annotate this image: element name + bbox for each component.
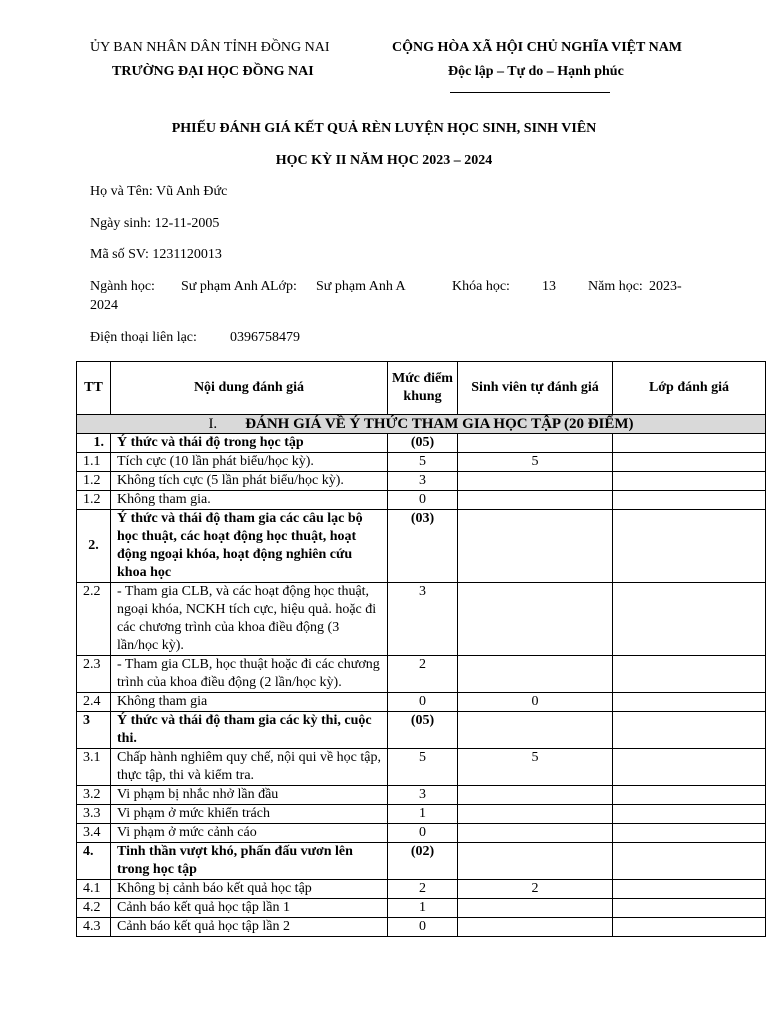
- row-tt: 3.2: [77, 786, 111, 805]
- row-tt: 4.2: [77, 899, 111, 918]
- row-class-eval: [613, 824, 766, 843]
- section-row: [77, 415, 766, 434]
- row-tt: 1.: [77, 434, 111, 453]
- row-tt: 3.3: [77, 805, 111, 824]
- row-max-score: 3: [388, 472, 458, 491]
- header-content: Nội dung đánh giá: [111, 362, 388, 415]
- row-content: Vi phạm bị nhắc nhở lần đầu: [111, 786, 388, 805]
- row-class-eval: [613, 693, 766, 712]
- row-tt: 3: [77, 712, 111, 749]
- row-class-eval: [613, 510, 766, 583]
- row-self-eval: [458, 805, 613, 824]
- row-tt: 4.3: [77, 918, 111, 937]
- row-self-eval: [458, 843, 613, 880]
- phone-label: Điện thoại liên lạc:: [90, 330, 197, 345]
- row-self-eval: 0: [458, 693, 613, 712]
- row-max-score: 3: [388, 583, 458, 656]
- row-max-score: (02): [388, 843, 458, 880]
- table-row: [77, 491, 766, 510]
- row-content: Ý thức và thái độ tham gia các câu lạc bộ học thuật, các hoạt động học thuật, hoạt động ngoại khóa, hoạt động nghiên cứu khoa học: [111, 510, 388, 583]
- row-content: Tinh thần vượt khó, phấn đấu vươn lên trong học tập: [111, 843, 388, 880]
- row-self-eval: [458, 656, 613, 693]
- section-title: [77, 415, 766, 434]
- row-tt: 1.1: [77, 453, 111, 472]
- header-self-eval: Sinh viên tự đánh giá: [458, 362, 613, 415]
- row-content: Ý thức và thái độ trong học tập: [111, 434, 388, 453]
- row-self-eval: 2: [458, 880, 613, 899]
- year-label: Năm học:: [588, 279, 643, 294]
- row-class-eval: [613, 880, 766, 899]
- year-value-part2: 2024: [90, 298, 118, 313]
- row-content: - Tham gia CLB, và các hoạt động học thuật, ngoại khóa, NCKH tích cực, hiệu quả. hoặc đi các chương trình của khoa điều động (3 lần/học kỳ).: [111, 583, 388, 656]
- row-self-eval: [458, 491, 613, 510]
- row-self-eval: [458, 918, 613, 937]
- student-id-row: [90, 247, 222, 263]
- row-tt: 2.: [77, 510, 111, 583]
- row-class-eval: [613, 583, 766, 656]
- row-tt: 4.: [77, 843, 111, 880]
- org-line2: TRƯỜNG ĐẠI HỌC ĐỒNG NAI: [112, 64, 314, 79]
- major-value: Sư phạm Anh A: [181, 279, 271, 294]
- row-max-score: 0: [388, 491, 458, 510]
- row-content: Không tham gia.: [111, 491, 388, 510]
- header-class-eval: Lớp đánh giá: [613, 362, 766, 415]
- student-id-label: Mã số SV:: [90, 247, 149, 262]
- row-content: Không bị cảnh báo kết quả học tập: [111, 880, 388, 899]
- class-label: Lớp:: [270, 279, 297, 294]
- row-max-score: (05): [388, 434, 458, 453]
- header-tt: TT: [77, 362, 111, 415]
- row-tt: 3.1: [77, 749, 111, 786]
- row-class-eval: [613, 712, 766, 749]
- row-class-eval: [613, 453, 766, 472]
- row-max-score: (05): [388, 712, 458, 749]
- row-max-score: 1: [388, 899, 458, 918]
- row-self-eval: [458, 824, 613, 843]
- row-content: Ý thức và thái độ tham gia các kỳ thi, cuộc thi.: [111, 712, 388, 749]
- row-content: Cảnh báo kết quả học tập lần 1: [111, 899, 388, 918]
- table-row: [77, 749, 766, 786]
- row-content: Chấp hành nghiêm quy chế, nội qui về học tập, thực tập, thi và kiểm tra.: [111, 749, 388, 786]
- section-roman: I.: [208, 416, 218, 432]
- nation-line2: Độc lập – Tự do – Hạnh phúc: [448, 64, 624, 79]
- row-class-eval: [613, 843, 766, 880]
- row-content: Cảnh báo kết quả học tập lần 2: [111, 918, 388, 937]
- row-content: Tích cực (10 lần phát biểu/học kỳ).: [111, 453, 388, 472]
- row-self-eval: [458, 786, 613, 805]
- row-self-eval: [458, 434, 613, 453]
- phone-value: 0396758479: [230, 330, 300, 345]
- row-self-eval: [458, 712, 613, 749]
- table-row: [77, 583, 766, 656]
- row-tt: 1.2: [77, 472, 111, 491]
- class-value: Sư phạm Anh A: [316, 279, 406, 294]
- row-class-eval: [613, 491, 766, 510]
- row-class-eval: [613, 786, 766, 805]
- row-tt: 2.4: [77, 693, 111, 712]
- row-tt: 3.4: [77, 824, 111, 843]
- year-value-part1: 2023-: [649, 279, 682, 294]
- row-max-score: 5: [388, 453, 458, 472]
- row-self-eval: 5: [458, 749, 613, 786]
- row-max-score: 0: [388, 824, 458, 843]
- table-row: [77, 434, 766, 453]
- table-row: [77, 880, 766, 899]
- row-tt: 2.3: [77, 656, 111, 693]
- table-header-row: [77, 362, 766, 415]
- row-tt: 4.1: [77, 880, 111, 899]
- row-max-score: 0: [388, 693, 458, 712]
- name-row: [90, 184, 227, 200]
- row-max-score: (03): [388, 510, 458, 583]
- table-row: [77, 899, 766, 918]
- row-content: - Tham gia CLB, học thuật hoặc đi các chương trình của khoa điều động (2 lần/học kỳ).: [111, 656, 388, 693]
- nation-line1: CỘNG HÒA XÃ HỘI CHỦ NGHĨA VIỆT NAM: [392, 40, 683, 55]
- table-row: [77, 918, 766, 937]
- row-self-eval: [458, 899, 613, 918]
- row-content: Vi phạm ở mức cảnh cáo: [111, 824, 388, 843]
- table-row: [77, 693, 766, 712]
- row-class-eval: [613, 472, 766, 491]
- row-content: Không tham gia: [111, 693, 388, 712]
- table-row: [77, 805, 766, 824]
- evaluation-table: [76, 361, 766, 937]
- table-row: [77, 472, 766, 491]
- name-label: Họ và Tên:: [90, 184, 153, 199]
- row-max-score: 2: [388, 656, 458, 693]
- row-self-eval: [458, 472, 613, 491]
- table-row: [77, 656, 766, 693]
- row-class-eval: [613, 749, 766, 786]
- section-title-text: ĐÁNH GIÁ VỀ Ý THỨC THAM GIA HỌC TẬP (20 ĐIỂM): [245, 416, 634, 432]
- table-row: [77, 824, 766, 843]
- row-content: Không tích cực (5 lần phát biểu/học kỳ).: [111, 472, 388, 491]
- row-max-score: 0: [388, 918, 458, 937]
- semester-title: HỌC KỲ II NĂM HỌC 2023 – 2024: [275, 153, 493, 168]
- row-self-eval: 5: [458, 453, 613, 472]
- major-label: Ngành học:: [90, 279, 155, 294]
- row-max-score: 2: [388, 880, 458, 899]
- table-row: [77, 843, 766, 880]
- header-max-score: Mức điểm khung: [388, 362, 458, 415]
- row-class-eval: [613, 805, 766, 824]
- row-tt: 2.2: [77, 583, 111, 656]
- course-label: Khóa học:: [452, 279, 510, 294]
- row-max-score: 1: [388, 805, 458, 824]
- row-content: Vi phạm ở mức khiển trách: [111, 805, 388, 824]
- dob-label: Ngày sinh:: [90, 216, 152, 231]
- name-value: Vũ Anh Đức: [155, 184, 228, 199]
- form-title: PHIẾU ĐÁNH GIÁ KẾT QUẢ RÈN LUYỆN HỌC SINH, SINH VIÊN: [171, 121, 597, 136]
- row-class-eval: [613, 899, 766, 918]
- org-line1: ỦY BAN NHÂN DÂN TỈNH ĐỒNG NAI: [90, 40, 330, 55]
- table-row: [77, 786, 766, 805]
- student-id-value: 1231120013: [152, 247, 222, 262]
- row-class-eval: [613, 434, 766, 453]
- row-tt: 1.2: [77, 491, 111, 510]
- row-max-score: 3: [388, 786, 458, 805]
- motto-underline: [450, 92, 610, 93]
- row-self-eval: [458, 510, 613, 583]
- table-row: [77, 510, 766, 583]
- row-class-eval: [613, 918, 766, 937]
- table-row: [77, 453, 766, 472]
- table-row: [77, 712, 766, 749]
- course-value: 13: [542, 279, 556, 294]
- dob-row: [90, 216, 219, 232]
- dob-value: 12-11-2005: [154, 216, 220, 231]
- row-self-eval: [458, 583, 613, 656]
- row-class-eval: [613, 656, 766, 693]
- row-max-score: 5: [388, 749, 458, 786]
